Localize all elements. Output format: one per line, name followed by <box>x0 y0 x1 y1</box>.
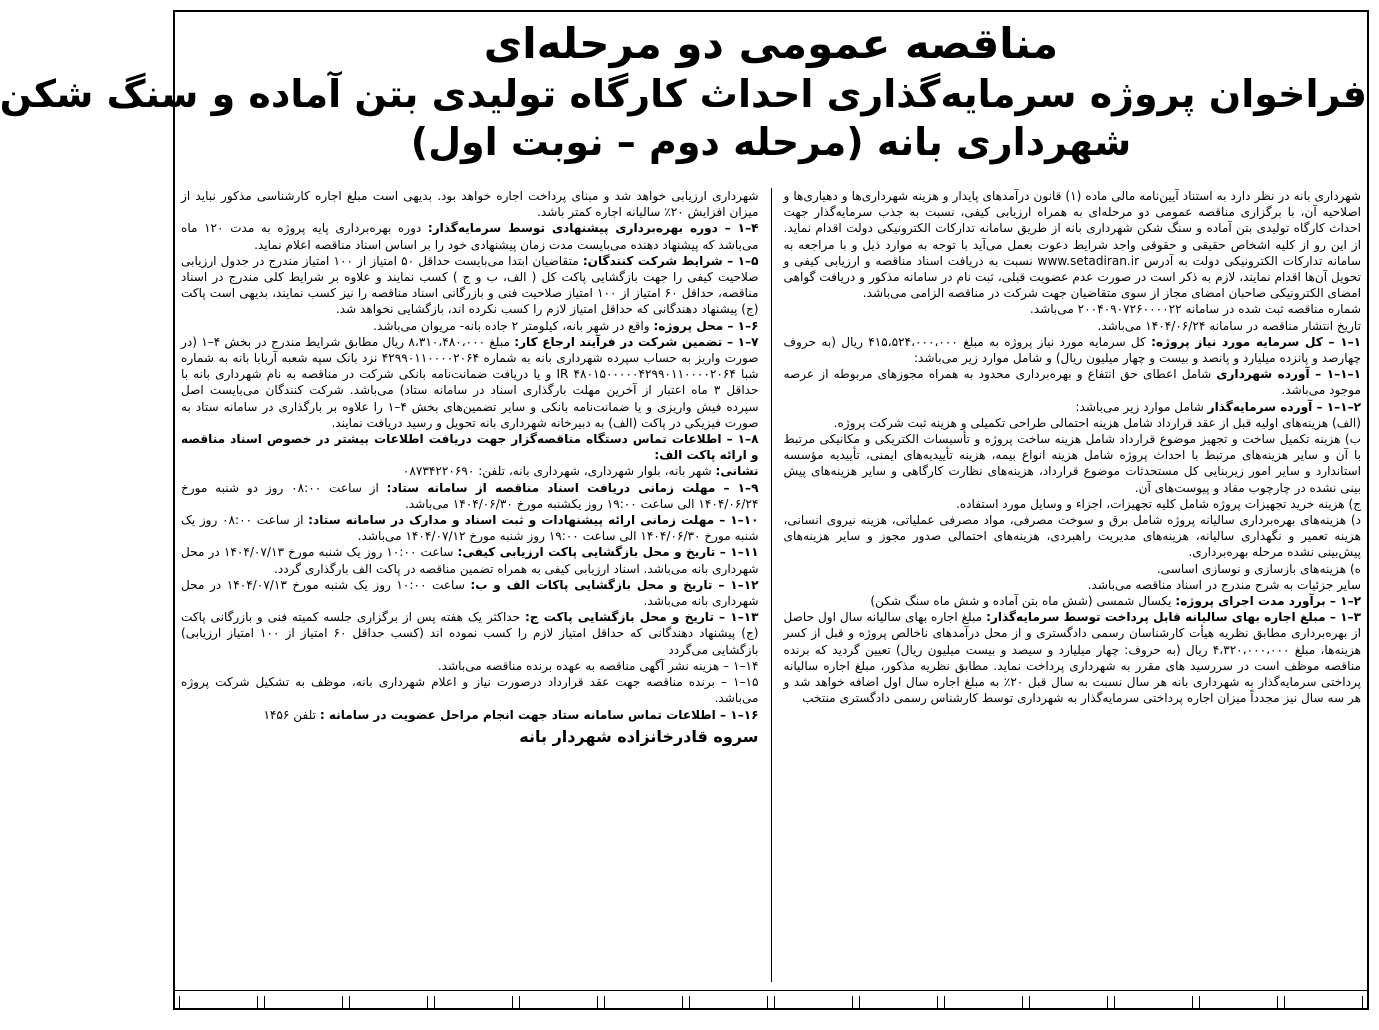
clause-1-1-1 <box>784 366 1362 398</box>
continuation-paragraph: شهرداری ارزیابی خواهد شد و مبنای پرداخت اجاره خواهد بود. بدیهی است مبلغ اجاره کارشناسی مذکور نباید از میزان افزایش ۲۰٪ سالیانه اجاره کمتر باشد. <box>181 189 759 220</box>
clause-15-1: ۱۵–۱ – برنده مناقصه جهت عقد قرارداد درصورت نیاز و اعلام شهرداری بانه، موظف به تشکیل شرکت پروژه می‌باشد. <box>181 675 759 706</box>
clause-13-1 <box>181 609 759 658</box>
decor-bar <box>944 996 1023 1008</box>
clause-text: شامل موارد زیر می‌باشد: <box>1075 399 1204 414</box>
item-d: د) هزینه‌های بهره‌برداری سالیانه پروژه شامل برق و سوخت مصرفی، مواد مصرفی عملیاتی، هزینه نیروی انسانی، هزینه تعمیر و نگهداری سالیانه، هزینه‌های مدیریت راهبردی، هزینه‌های احتمالی صدور مجوز و سایر هزینه‌های پیش‌بینی نشده مرحله بهره‌برداری. <box>783 513 1361 560</box>
decor-bar <box>519 996 598 1008</box>
clause-text: از ساعت ۰۸:۰۰ روز یک شنبه مورخ ۱۴۰۴/۰۶/۳۰ الی ساعت ۱۹:۰۰ روز شنبه مورخ ۱۴۰۴/۰۷/۱۲ می‌باشد. <box>181 513 759 544</box>
signature: سروه قادرخانزاده شهردار بانه <box>519 726 759 746</box>
clause-label: ۹–۱ – مهلت زمانی دریافت اسناد مناقصه از سامانه ستاد: <box>386 480 759 495</box>
clause-text: ساعت ۱۰:۰۰ روز یک شنبه مورخ ۱۴۰۴/۰۷/۱۳ در محل شهرداری بانه می‌باشد. اسناد ارزیابی کیفی به همراه تضمین مناقصه در پاکت الف بارگذاری گردد. <box>181 545 759 576</box>
decor-bar <box>604 996 683 1008</box>
notice-subtitle: فراخوان پروژه سرمایه‌گذاری احداث کارگاه تولیدی بتن آماده و سنگ شکن <box>0 72 1367 116</box>
clause-label: ۲–۱ – برآورد مدت اجرای پروژه: <box>1175 594 1361 609</box>
intro-paragraph: شهرداری بانه در نظر دارد به استناد آیین‌نامه مالی ماده (۱) قانون درآمدهای پایدار و هزینه شهرداری‌ها و دهیاری‌ها و اصلاحیه آن، با برگزاری مناقصه عمومی دو مرحله‌ای به همراه ارزیابی کیفی، نسبت به جذب سرمایه‌گذار جهت احداث کارگاه تولیدی بتن آماده و سنگ شکن شهرداری بانه از طریق سامانه تدارکات الکترونیکی دولت اقدام نماید. از این رو از کلیه اشخاص حقیقی و حقوقی واجد شرایط دعوت بعمل می‌آید با توجه به موارد ذیل و با مراجعه به سامانه تدارکات الکترونیکی دولت به آدرس www.setadiran.ir نسبت به دریافت اسناد مناقصه و ارزیابی کیفی و تحویل آن‌ها اقدام نمایند، لازم به ذکر است در صورت عدم عضویت قبلی، ثبت نام در سامانه مذکور و دریافت گواهی امضای الکترونیکی صاحبان امضای مجاز از سوی متقاضیان جهت شرکت در مناقصه الزامی می‌باشد. <box>783 189 1361 301</box>
decor-bar <box>689 996 768 1008</box>
decor-bar <box>1284 996 1363 1008</box>
clause-16-1 <box>181 707 759 723</box>
clause-text: یکسال شمسی (شش ماه بتن آماده و شش ماه سنگ شکن) <box>870 594 1172 609</box>
decor-bar <box>1114 996 1193 1008</box>
item-b: ب) هزینه تکمیل ساخت و تجهیز موضوع قرارداد شامل هزینه ساخت پروژه و تأسیسات الکتریکی و مکانیکی مرتبط با آن و سایر هزینه‌های مرتبط با احداث پروژه شامل هزینه انواع بیمه، هزینه تأییدیه‌های ایمنی، تأییدیه مؤسسه استاندارد و سایر امور زیربنایی کل مستحدثات موضوع قرارداد، هزینه‌های نظارت کارگاهی و سایر هزینه‌های پیش بینی نشده در چارچوب مفاد و پیوست‌های آن. <box>783 432 1361 495</box>
clause-text: از ساعت ۰۸:۰۰ روز دو شنبه مورخ ۱۴۰۴/۰۶/۲۴ الی ساعت ۱۹:۰۰ روز یکشنبه مورخ ۱۴۰۴/۰۶/۳۰ می‌باشد. <box>181 480 759 511</box>
clause-label: ۱–۱ – کل سرمایه مورد نیاز پروژه: <box>1151 334 1362 349</box>
decor-bar <box>264 996 343 1008</box>
decor-bar <box>1029 996 1108 1008</box>
clause-12-1 <box>181 577 759 609</box>
other-details: سایر جزئیات به شرح مندرج در اسناد مناقصه می‌باشد. <box>1087 577 1361 592</box>
registration-number: شماره مناقصه ثبت شده در سامانه ۲۰۰۴۰۹۰۷۲۶۰۰۰۰۲۲ می‌باشد. <box>1029 302 1361 317</box>
notice-subtitle-2: شهرداری بانه (مرحله دوم – نوبت اول) <box>410 120 1132 164</box>
clause-3-1 <box>784 609 1362 706</box>
clause-2-1-1 <box>784 399 1362 415</box>
clause-label: ۱۰–۱ – مهلت زمانی ارائه پیشنهادات و ثبت اسناد و مدارک در سامانه ستاد: <box>308 513 759 528</box>
decor-bar <box>774 996 853 1008</box>
clause-7-1 <box>181 334 759 431</box>
clause-text: ساعت ۱۰:۰۰ روز یک شنبه مورخ ۱۴۰۴/۰۷/۱۳ در محل شهرداری بانه می‌باشد. <box>181 577 759 609</box>
clause-text: حداکثر یک هفته پس از برگزاری جلسه کمیته فنی و بازرگانی پاکت (ج) پیشنهاد دهندگانی که حداقل امتیاز لازم را کسب نموده اند (کسب حداقل ۶۰ امتیاز از ۱۰۰ امتیاز ارزیابی) بازگشایی می‌گردد <box>181 610 759 657</box>
clause-4-1 <box>181 220 759 252</box>
clause-label: ۱۶–۱ – اطلاعات تماس سامانه ستاد جهت انجام مراحل عضویت در سامانه : <box>319 707 759 722</box>
clause-label: ۶–۱ – محل پروژه: <box>653 318 759 333</box>
clause-label: ۳–۱ – مبلغ اجاره بهای سالیانه قابل پرداخت توسط سرمایه‌گذار: <box>986 610 1361 625</box>
clause-5-1 <box>181 253 759 318</box>
clause-1-1 <box>784 334 1362 366</box>
clause-label: ۱–۱–۱ – آورده شهرداری <box>1216 367 1361 382</box>
clause-2-1 <box>784 593 1362 609</box>
clause-text: دوره بهره‌برداری پایه پروژه به مدت ۱۲۰ ماه می‌باشد که پیشنهاد دهنده می‌بایست مدت زمان پیشنهادی خود را بر اساس اسناد مناقصه اعلام نماید. <box>181 221 759 252</box>
clause-text: شامل اعطای حق انتفاع و بهره‌برداری محدود به همراه مجوزهای مربوطه از عرصه موجود می‌باشد. <box>783 367 1361 398</box>
clause-label: ۱۳–۱ – تاریخ و محل بازگشایی پاکت ج: <box>524 610 759 625</box>
left-column <box>181 188 759 982</box>
decor-bar <box>179 996 258 1008</box>
notice-page <box>0 10 1369 1010</box>
item-a: (الف) هزینه‌های اولیه قبل از عقد قرارداد شامل هزینه احتمالی طراحی تکمیلی و هزینه ثبت شرکت پروژه. <box>833 415 1361 430</box>
decor-bar <box>434 996 513 1008</box>
clause-8-1 <box>181 431 759 463</box>
decor-bar <box>859 996 938 1008</box>
column-divider <box>771 188 772 982</box>
clause-label: ۱۱–۱ – تاریخ و محل بازگشایی پاکت ارزیابی کیفی: <box>457 545 759 560</box>
clause-14-1: ۱۴–۱ – هزینه نشر آگهی مناقصه به عهده برنده مناقصه می‌باشد. <box>437 658 759 673</box>
notice-title: مناقصه عمومی دو مرحله‌ای <box>483 19 1059 68</box>
item-c: ج) هزینه خرید تجهیزات پروژه شامل کلیه تجهیزات، اجزاء و وسایل مورد استفاده. <box>955 496 1361 511</box>
clause-text: مبلغ اجاره بهای سالیانه سال اول حاصل از بهره‌برداری مطابق نظریه هیأت کارشناسان رسمی دادگستری و از محل درآمدهای ناخالص پروژه و قبل از کسر هزینه‌ها، مبلغ ۴،۳۲۰،۰۰۰،۰۰۰ ریال (به حروف: چهار میلیارد و سیصد و بیست میلیون ریال) تعیین گردید که برنده مناقصه موظف است در سررسید های مقرر به شهرداری پرداخت نماید. مطابق نظریه مذکور، مبلغ اجاره سالیانه پرداختی سرمایه‌گذار به شهرداری بانه هر سال نسبت به سال قبل ۲۰٪ به مبلغ اجاره سال اول اضافه خواهد شد و هر سه سال نیز مجدداً میزان اجاره پرداختی سرمایه‌گذار به شهرداری توسط کارشناس رسمی دادگستری منتخب <box>783 610 1361 706</box>
notice-body <box>181 188 1361 982</box>
clause-text: تلفن ۱۴۵۶ <box>263 707 316 722</box>
clause-6-1 <box>181 318 759 334</box>
clause-label: ۲–۱–۱ – آورده سرمایه‌گذار <box>1207 399 1361 414</box>
clause-9-1 <box>181 480 759 512</box>
clause-label: ۱۲–۱ – تاریخ و محل بازگشایی پاکات الف و ب: <box>470 577 759 592</box>
notice-header <box>0 12 1367 166</box>
clause-text: واقع در شهر بانه، کیلومتر ۲ جاده بانه- مریوان می‌باشد. <box>373 318 650 333</box>
decor-bar <box>1199 996 1278 1008</box>
clause-label: ۴–۱ – دوره بهره‌برداری پیشنهادی توسط سرمایه‌گذار: <box>427 221 759 236</box>
decor-bar <box>349 996 428 1008</box>
clause-label: ۷–۱ – تضمین شرکت در فرآیند ارجاع کار: <box>514 334 759 349</box>
clause-10-1 <box>181 512 759 544</box>
item-e: ه) هزینه‌های بازسازی و نوسازی اساسی. <box>1156 561 1361 576</box>
clause-text: مبلغ ۸،۳۱۰،۴۸۰،۰۰۰ ریال مطابق شرایط مندرج در بخش ۴–۱ (در صورت واریز به حساب سپرده شهرداری بانه به شماره ۴۲۹۹۰۱۱۰۰۰۰۲۰۶۴ نزد بانک سپه شعبه آربابا بانه به شماره شبا IR ۴۸۰۱۵۰۰۰۰۰۴۲۹۹۰۱۱۰۰۰۰۲۰۶۴ و یا دریافت ضمانت‌نامه بانکی شرکت در مناقصه به نام شهرداری بانه با حداقل ۳ ماه اعتبار از آخرین مهلت بارگذاری اسناد در سامانه ستاد) می‌باشد. شرکت کنندگان می‌بایست اصل سپرده فیش واریزی و یا ضمانت‌نامه بانکی و سایر تضمین‌های بخش ۴–۱ را علاوه بر بارگذاری در سامانه ستاد به صورت فیزیکی در پاکت (الف) به دبیرخانه شهرداری بانه تحویل و رسید دریافت نمایند. <box>181 334 759 430</box>
bottom-decoration <box>175 990 1367 1008</box>
clause-text: متقاضیان ابتدا می‌بایست حداقل ۵۰ امتیاز از ۱۰۰ امتیاز مندرج در جدول ارزیابی صلاحیت کیفی را جهت بازگشایی پاکت کل ( الف، ب و ج ) کسب نمایند و علاوه بر شرایط کلی مندرج در اسناد مناقصه، حداقل ۶۰ امتیاز از ۱۰۰ امتیاز صلاحیت فنی و بازرگانی اسناد مناقصه را نیز کسب نمایند، بدیهی است پاکت (ج) پیشنهاد دهندگانی که حداقل امتیاز لازم را کسب نکرده اند، بازگشایی نخواهد شد. <box>181 253 759 317</box>
address-label: نشانی: <box>715 464 759 479</box>
clause-text: کل سرمایه مورد نیاز پروژه به مبلغ ۴۱۵،۵۲۴،۰۰۰،۰۰۰ ریال (به حروف چهارصد و پانزده میلیارد و پانصد و بیست و چهار میلیون ریال) و شامل موارد زیر می‌باشد: <box>783 334 1361 366</box>
clause-label: ۸–۱ – اطلاعات تماس دستگاه مناقصه‌گزار جهت دریافت اطلاعات بیشتر در خصوص اسناد مناقصه و ارائه پاکت الف: <box>181 432 759 463</box>
clause-label: ۵–۱ – شرایط شرکت کنندگان: <box>582 253 759 268</box>
publication-date: تاریخ انتشار مناقصه در سامانه ۱۴۰۴/۰۶/۲۴ می‌باشد. <box>1097 318 1361 333</box>
clause-11-1 <box>181 544 759 576</box>
address <box>181 463 759 479</box>
address-text: شهر بانه، بلوار شهرداری، شهرداری بانه، تلفن: ۰۸۷۳۴۲۲۰۶۹۰ <box>402 464 712 479</box>
right-column <box>784 188 1362 982</box>
